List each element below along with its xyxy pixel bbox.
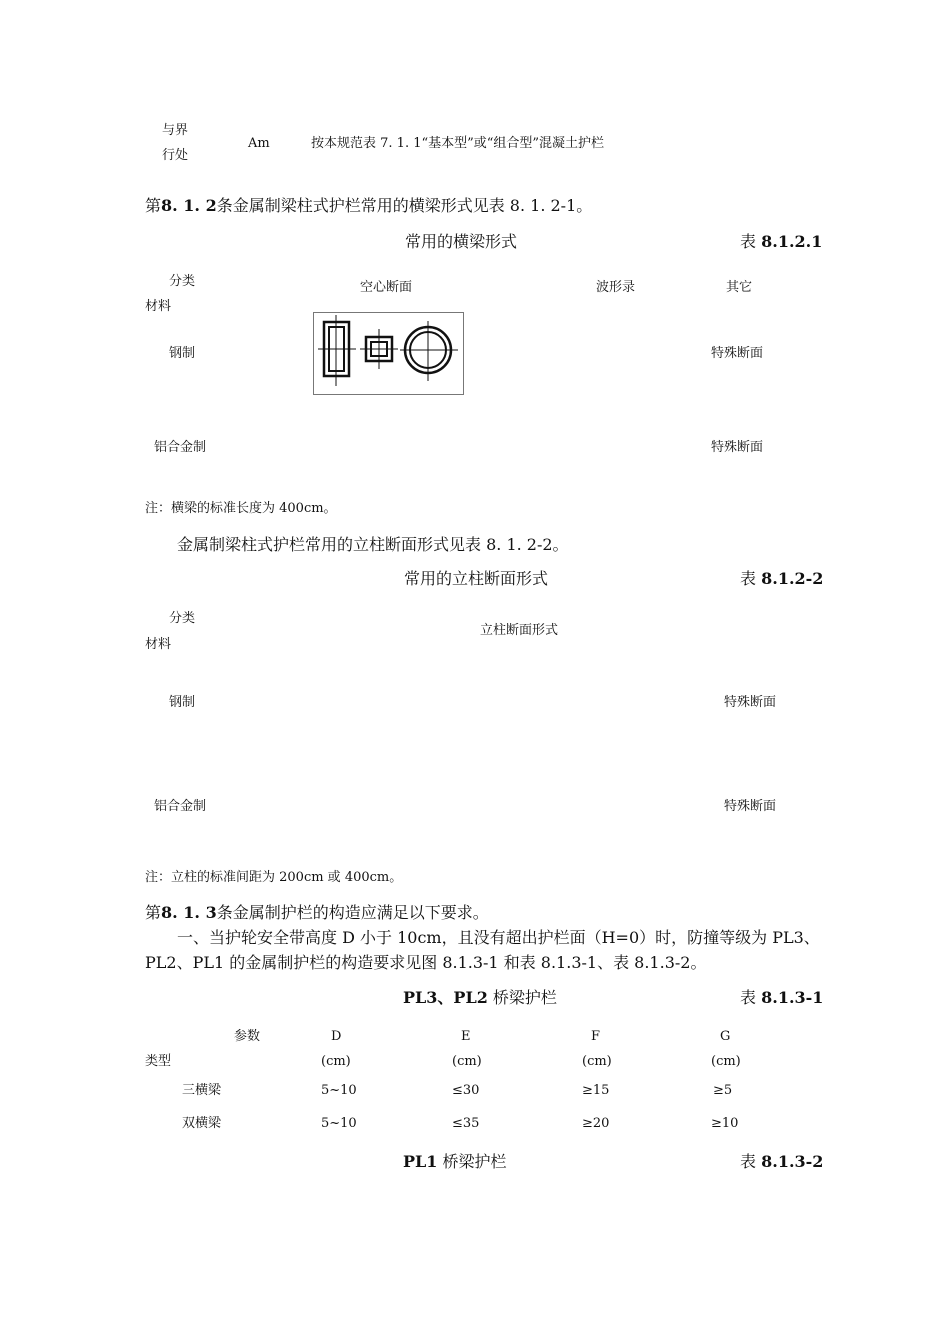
- table1-col-hollow: 空心断面: [360, 280, 413, 295]
- table2-row2-material: 铝合金制: [154, 799, 207, 814]
- table3-col-d-unit: (cm): [321, 1054, 351, 1069]
- prev-table-cell-line1: 与界: [162, 123, 189, 138]
- table1-col-other: 其它: [726, 280, 753, 295]
- table1-hdr-material: 材料: [145, 299, 172, 314]
- table3-col-d: D: [331, 1029, 342, 1044]
- table3-col-e-unit: (cm): [452, 1054, 482, 1069]
- table1-note: 注：横梁的标准长度为 400cm。: [145, 501, 337, 516]
- table1-label: 表 8.1.2.1: [740, 232, 823, 251]
- table2-col-section: 立柱断面形式: [480, 623, 559, 638]
- prev-table-cell-line2: 行处: [162, 148, 189, 163]
- prev-table-cell-am: Am: [248, 136, 270, 151]
- table3-hdr-type: 类型: [145, 1054, 172, 1069]
- table3-row2-g: ≥10: [711, 1116, 739, 1131]
- table1-row2-material: 铝合金制: [154, 440, 207, 455]
- para-one-line1: 一、当护轮安全带高度 D 小于 10cm，且没有超出护栏面（H=0）时，防撞等级为 PL3、: [177, 928, 820, 947]
- table1-row2-other: 特殊断面: [711, 440, 764, 455]
- table1-row1-material: 钢制: [169, 346, 196, 361]
- table1-row1-other: 特殊断面: [711, 346, 764, 361]
- table3-col-g: G: [720, 1029, 731, 1044]
- table3-col-f: F: [591, 1029, 601, 1044]
- hollow-section-drawing: [314, 313, 463, 394]
- table1-title: 常用的横梁形式: [405, 232, 518, 251]
- clause-812: 第8. 1. 2条金属制梁柱式护栏常用的横梁形式见表 8. 1. 2-1。: [145, 196, 593, 215]
- table2-hdr-material: 材料: [145, 637, 172, 652]
- table3-col-f-unit: (cm): [582, 1054, 612, 1069]
- table3-row1-d: 5~10: [321, 1083, 357, 1098]
- table3-title: PL3、PL2 桥梁护栏: [403, 988, 557, 1007]
- clause-813: 第8. 1. 3条金属制护栏的构造应满足以下要求。: [145, 903, 489, 922]
- table3-row1-f: ≥15: [582, 1083, 610, 1098]
- table1-col-wave: 波形录: [596, 280, 636, 295]
- table3-row2-e: ≤35: [452, 1116, 480, 1131]
- table2-row1-material: 钢制: [169, 695, 196, 710]
- table4-label: 表 8.1.3-2: [740, 1152, 824, 1171]
- table4-title: PL1 桥梁护栏: [403, 1152, 507, 1171]
- table3-row1-g: ≥5: [713, 1083, 733, 1098]
- table3-row1-type: 三横梁: [182, 1083, 222, 1098]
- table3-row2-d: 5~10: [321, 1116, 357, 1131]
- hollow-section-figure: [313, 312, 464, 395]
- table2-row2-other: 特殊断面: [724, 799, 777, 814]
- table3-col-g-unit: (cm): [711, 1054, 741, 1069]
- table3-label: 表 8.1.3-1: [740, 988, 824, 1007]
- table2-note: 注：立柱的标准间距为 200cm 或 400cm。: [145, 870, 403, 885]
- table3-hdr-param: 参数: [234, 1029, 261, 1044]
- table2-hdr-category: 分类: [169, 611, 196, 626]
- table2-row1-other: 特殊断面: [724, 695, 777, 710]
- table3-row2-f: ≥20: [582, 1116, 610, 1131]
- table2-label: 表 8.1.2-2: [740, 569, 824, 588]
- table3-col-e: E: [461, 1029, 471, 1044]
- para-one-line2: PL2、PL1 的金属制护栏的构造要求见图 8.1.3-1 和表 8.1.3-1、表 8.1.3-2。: [145, 953, 707, 972]
- table2-title: 常用的立柱断面形式: [404, 569, 549, 588]
- table1-hdr-category: 分类: [169, 274, 196, 289]
- prev-table-cell-desc: 按本规范表 7. 1. 1“基本型”或“组合型”混凝土护栏: [311, 136, 605, 151]
- table3-row2-type: 双横梁: [182, 1116, 222, 1131]
- table3-row1-e: ≤30: [452, 1083, 480, 1098]
- para-posts: 金属制梁柱式护栏常用的立柱断面形式见表 8. 1. 2-2。: [177, 535, 569, 554]
